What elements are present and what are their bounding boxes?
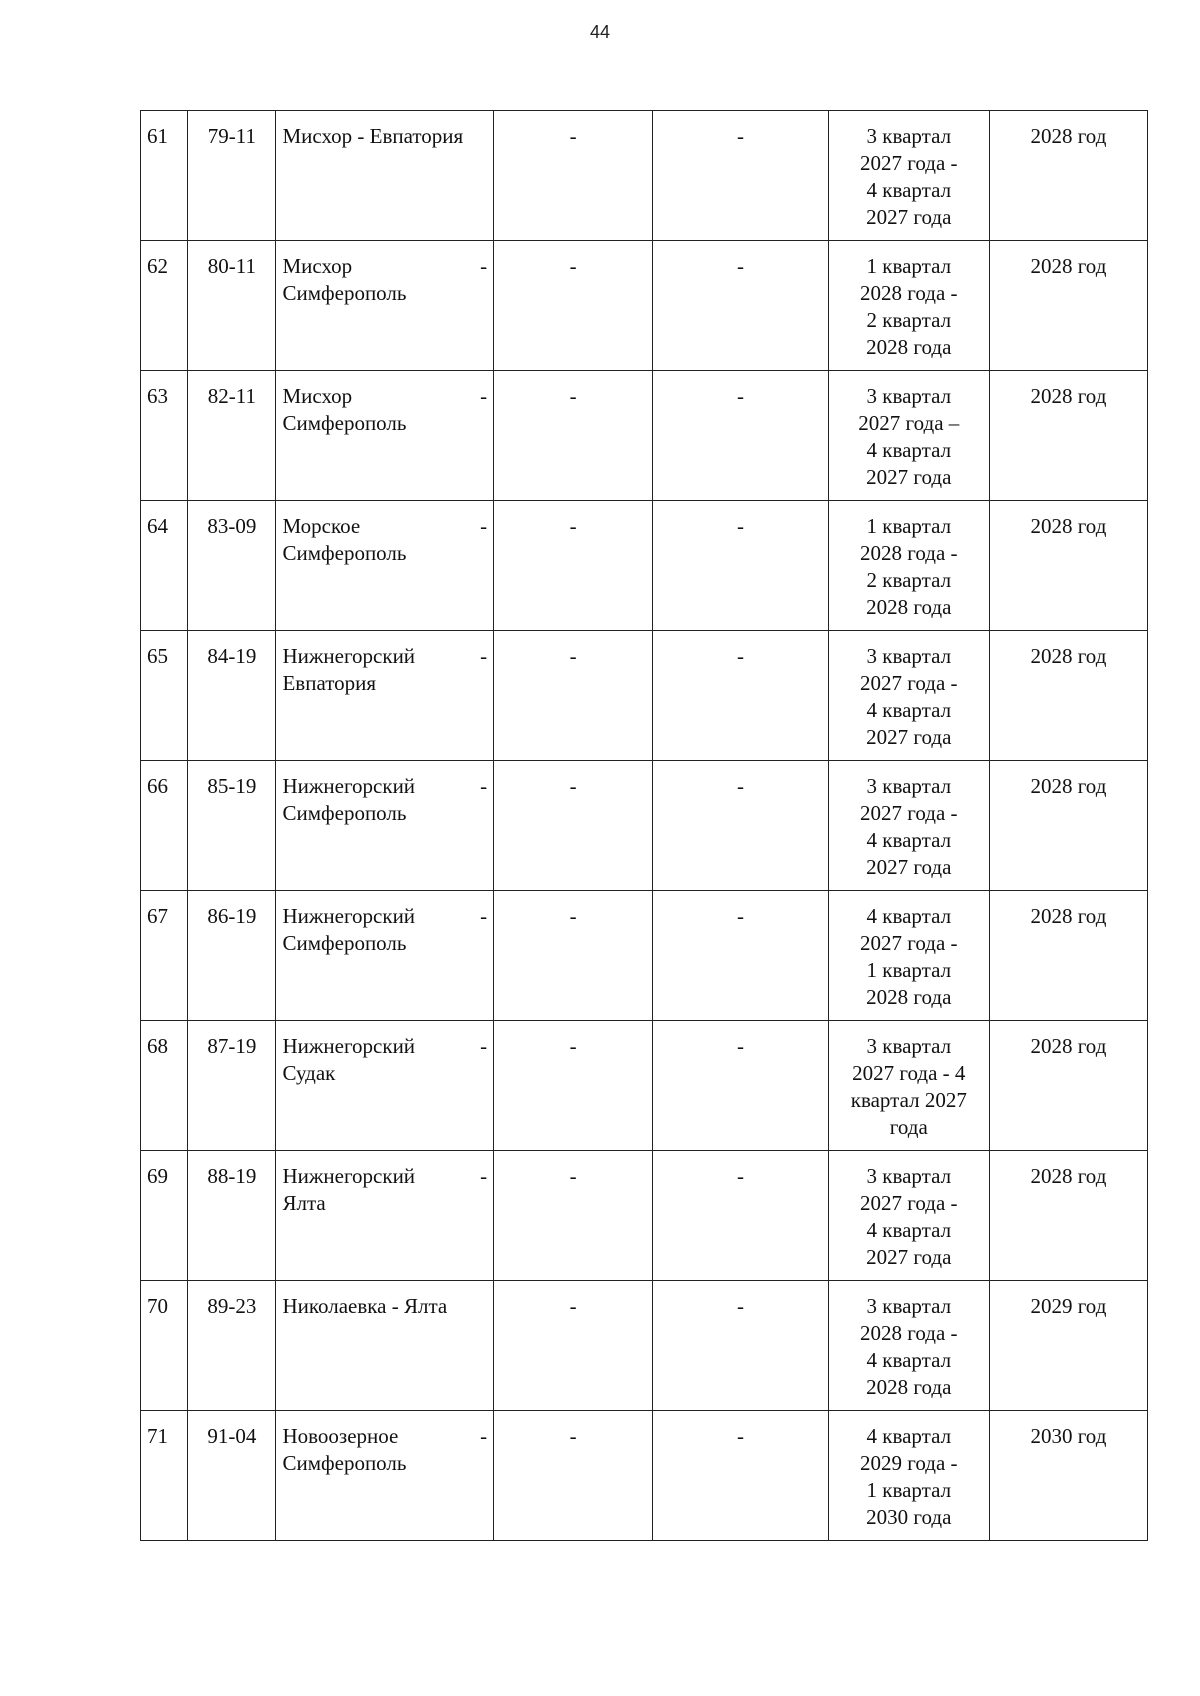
route-cell	[276, 371, 494, 501]
route-origin: Мисхор	[282, 384, 353, 408]
route-destination: Симферополь	[282, 541, 407, 565]
year-cell: 2028 год	[989, 891, 1147, 1021]
empty-value-cell: -	[494, 1411, 653, 1541]
empty-value-cell: -	[653, 1151, 829, 1281]
route-origin: Мисхор	[282, 254, 353, 278]
row-number: 70	[141, 1281, 188, 1411]
empty-value-cell: -	[494, 631, 653, 761]
table-row	[141, 1411, 1148, 1541]
period-cell	[828, 111, 989, 241]
period-cell	[828, 1281, 989, 1411]
empty-value-cell: -	[653, 1411, 829, 1541]
route-destination: Евпатория	[282, 671, 377, 695]
period-cell	[828, 631, 989, 761]
route-cell	[276, 111, 494, 241]
period-line: 2027 года -	[860, 151, 958, 175]
period-line: 1 квартал	[866, 514, 952, 538]
route-cell	[276, 1411, 494, 1541]
route-code: 86-19	[188, 891, 276, 1021]
route-separator: -	[480, 904, 488, 928]
route-code: 84-19	[188, 631, 276, 761]
empty-value-cell: -	[494, 241, 653, 371]
route-cell-content	[282, 253, 487, 307]
route-separator: -	[480, 1164, 488, 1188]
period-line: 4 квартал	[866, 438, 952, 462]
period-cell	[828, 1021, 989, 1151]
period-line: 2028 года -	[860, 1321, 958, 1345]
empty-value-cell: -	[494, 1021, 653, 1151]
table-row	[141, 1151, 1148, 1281]
route-cell	[276, 1021, 494, 1151]
route-cell	[276, 501, 494, 631]
row-number: 69	[141, 1151, 188, 1281]
year-cell: 2028 год	[989, 241, 1147, 371]
route-cell	[276, 891, 494, 1021]
period-line: квартал 2027	[850, 1088, 967, 1112]
period-line: 2028 года	[866, 1375, 952, 1399]
table-row	[141, 631, 1148, 761]
period-line: года	[889, 1115, 928, 1139]
route-cell	[276, 1281, 494, 1411]
empty-value-cell: -	[653, 111, 829, 241]
empty-value-cell: -	[653, 761, 829, 891]
empty-value-cell: -	[494, 111, 653, 241]
row-number: 71	[141, 1411, 188, 1541]
period-line: 2027 года	[866, 855, 952, 879]
route-code: 82-11	[188, 371, 276, 501]
route-destination: Симферополь	[282, 1451, 407, 1475]
route-cell	[276, 761, 494, 891]
route-code: 80-11	[188, 241, 276, 371]
route-cell	[276, 1151, 494, 1281]
empty-value-cell: -	[653, 1021, 829, 1151]
route-separator: -	[480, 1424, 488, 1448]
route-destination: Симферополь	[282, 801, 407, 825]
year-cell: 2028 год	[989, 761, 1147, 891]
empty-value-cell: -	[653, 1281, 829, 1411]
route-cell-content	[282, 903, 487, 957]
period-line: 2027 года -	[860, 1191, 958, 1215]
route-origin: Морское	[282, 514, 361, 538]
empty-value-cell: -	[653, 631, 829, 761]
period-line: 2028 года	[866, 335, 952, 359]
period-line: 2028 года -	[860, 541, 958, 565]
row-number: 66	[141, 761, 188, 891]
route-origin: Нижнегорский	[282, 644, 416, 668]
route-cell-content	[282, 1423, 487, 1477]
route-code: 83-09	[188, 501, 276, 631]
route-cell-content	[282, 383, 487, 437]
route-code: 85-19	[188, 761, 276, 891]
route-separator: -	[480, 514, 488, 538]
empty-value-cell: -	[494, 501, 653, 631]
route-name: Николаевка - Ялта	[282, 1294, 448, 1318]
period-line: 3 квартал	[866, 124, 952, 148]
table-row	[141, 501, 1148, 631]
period-line: 2027 года –	[858, 411, 960, 435]
period-cell	[828, 1411, 989, 1541]
period-line: 4 квартал	[866, 1348, 952, 1372]
route-cell-content	[282, 513, 487, 567]
empty-value-cell: -	[653, 371, 829, 501]
route-cell	[276, 241, 494, 371]
period-line: 4 квартал	[866, 698, 952, 722]
route-destination: Судак	[282, 1061, 336, 1085]
row-number: 63	[141, 371, 188, 501]
empty-value-cell: -	[653, 891, 829, 1021]
period-line: 1 квартал	[866, 1478, 952, 1502]
period-cell	[828, 371, 989, 501]
route-code: 87-19	[188, 1021, 276, 1151]
route-separator: -	[480, 774, 488, 798]
period-line: 4 квартал	[866, 1424, 952, 1448]
route-origin: Нижнегорский	[282, 774, 416, 798]
period-line: 2027 года -	[860, 801, 958, 825]
period-line: 1 квартал	[866, 254, 952, 278]
period-line: 2028 года -	[860, 281, 958, 305]
period-line: 3 квартал	[866, 774, 952, 798]
table-row	[141, 371, 1148, 501]
route-separator: -	[480, 254, 488, 278]
route-separator: -	[480, 384, 488, 408]
empty-value-cell: -	[494, 761, 653, 891]
period-line: 2 квартал	[866, 568, 952, 592]
period-cell	[828, 241, 989, 371]
table-row	[141, 1281, 1148, 1411]
year-cell: 2028 год	[989, 631, 1147, 761]
year-cell: 2029 год	[989, 1281, 1147, 1411]
row-number: 67	[141, 891, 188, 1021]
table-row	[141, 241, 1148, 371]
route-code: 91-04	[188, 1411, 276, 1541]
route-destination: Симферополь	[282, 281, 407, 305]
empty-value-cell: -	[494, 371, 653, 501]
row-number: 68	[141, 1021, 188, 1151]
year-cell: 2028 год	[989, 501, 1147, 631]
period-line: 2027 года - 4	[852, 1061, 966, 1085]
empty-value-cell: -	[494, 1151, 653, 1281]
route-origin: Нижнегорский	[282, 1034, 416, 1058]
period-line: 3 квартал	[866, 1294, 952, 1318]
table-body	[141, 111, 1148, 1541]
route-code: 79-11	[188, 111, 276, 241]
row-number: 61	[141, 111, 188, 241]
page-number: 44	[589, 22, 611, 42]
route-name: Мисхор - Евпатория	[282, 124, 464, 148]
year-cell: 2028 год	[989, 371, 1147, 501]
period-line: 2027 года	[866, 465, 952, 489]
period-line: 3 квартал	[866, 644, 952, 668]
empty-value-cell: -	[494, 891, 653, 1021]
period-line: 4 квартал	[866, 904, 952, 928]
route-destination: Симферополь	[282, 411, 407, 435]
route-separator: -	[480, 1034, 488, 1058]
route-cell-content	[282, 773, 487, 827]
table-row	[141, 761, 1148, 891]
period-line: 3 квартал	[866, 1034, 952, 1058]
empty-value-cell: -	[494, 1281, 653, 1411]
route-cell	[276, 631, 494, 761]
period-line: 4 квартал	[866, 828, 952, 852]
period-line: 2027 года -	[860, 931, 958, 955]
table-row	[141, 891, 1148, 1021]
period-line: 3 квартал	[866, 384, 952, 408]
route-destination: Симферополь	[282, 931, 407, 955]
year-cell: 2028 год	[989, 1151, 1147, 1281]
period-line: 1 квартал	[866, 958, 952, 982]
route-code: 89-23	[188, 1281, 276, 1411]
route-origin: Новоозерное	[282, 1424, 399, 1448]
period-line: 2027 года -	[860, 671, 958, 695]
empty-value-cell: -	[653, 241, 829, 371]
route-cell-content	[282, 643, 487, 697]
period-line: 2029 года -	[860, 1451, 958, 1475]
year-cell: 2030 год	[989, 1411, 1147, 1541]
period-cell	[828, 1151, 989, 1281]
period-line: 2028 года	[866, 985, 952, 1009]
row-number: 65	[141, 631, 188, 761]
year-cell: 2028 год	[989, 1021, 1147, 1151]
period-line: 4 квартал	[866, 178, 952, 202]
period-line: 2027 года	[866, 205, 952, 229]
year-cell: 2028 год	[989, 111, 1147, 241]
period-cell	[828, 761, 989, 891]
period-cell	[828, 501, 989, 631]
route-origin: Нижнегорский	[282, 904, 416, 928]
route-cell-content	[282, 1163, 487, 1217]
routes-table	[140, 110, 1148, 1541]
row-number: 62	[141, 241, 188, 371]
period-line: 2027 года	[866, 725, 952, 749]
route-cell-content	[282, 1033, 487, 1087]
empty-value-cell: -	[653, 501, 829, 631]
route-destination: Ялта	[282, 1191, 326, 1215]
route-separator: -	[480, 644, 488, 668]
period-cell	[828, 891, 989, 1021]
table-row	[141, 111, 1148, 241]
period-line: 2030 года	[866, 1505, 952, 1529]
table-row	[141, 1021, 1148, 1151]
period-line: 2 квартал	[866, 308, 952, 332]
route-code: 88-19	[188, 1151, 276, 1281]
period-line: 2027 года	[866, 1245, 952, 1269]
period-line: 3 квартал	[866, 1164, 952, 1188]
route-origin: Нижнегорский	[282, 1164, 416, 1188]
row-number: 64	[141, 501, 188, 631]
period-line: 4 квартал	[866, 1218, 952, 1242]
period-line: 2028 года	[866, 595, 952, 619]
